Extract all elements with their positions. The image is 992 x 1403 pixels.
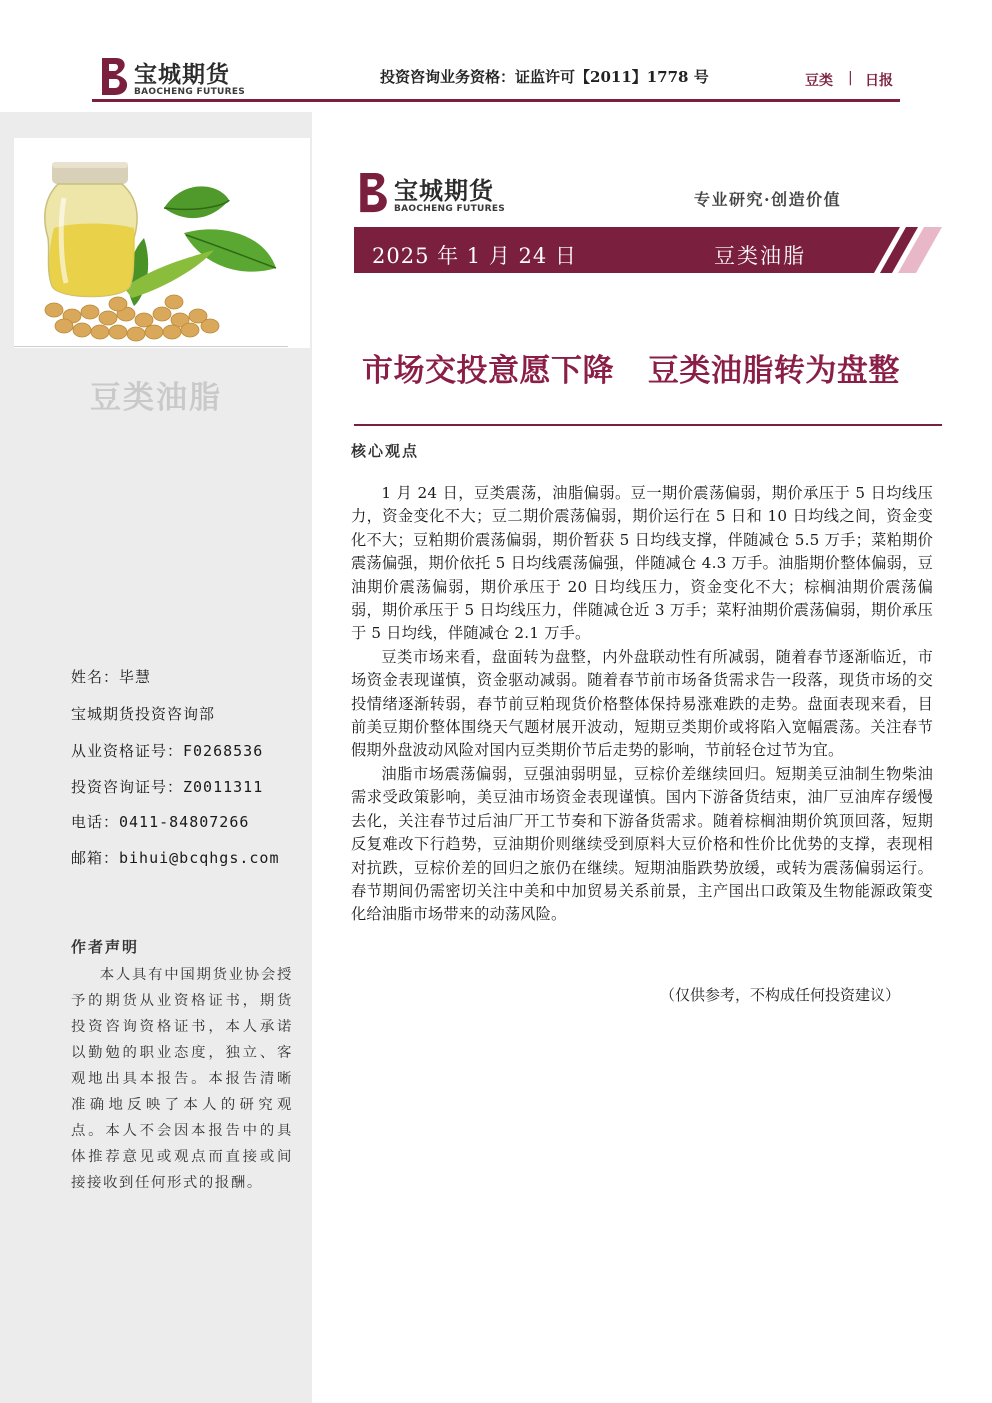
header-category: 豆类 [805,73,833,89]
logo-chinese-name: 宝城期货 [134,61,230,88]
header-report-type: 日报 [865,73,893,89]
product-image [14,138,310,348]
paragraph-soybean: 豆类市场来看，盘面转为盘整，内外盘联动性有所减弱，随着春节逐渐临近，市场资金表现谨慎，资金驱动减弱。随着春节前市场备货需求告一段落，现货市场的交投情绪逐渐转弱，春节前豆粕现货价格整体保持易涨难跌的走势。盘面表现来看，目前美豆期价整体围绕天气题材展开波动，短期豆类期价或将陷入宽幅震荡。关注春节假期外盘波动风险对国内豆类期价节后走势的影响，节前轻仓过节为宜。 [351,647,933,760]
image-divider [14,346,288,347]
declaration-title: 作者声明 [71,938,140,956]
banner-category: 豆类油脂 [714,244,806,268]
qualification-text: 投资咨询业务资格：证监许可【2011】1778 号 [380,68,709,86]
report-date: 2025 年 1 月 24 日 [372,244,577,268]
tagline: 专业研究·创造价值 [694,190,842,209]
header-divider [92,99,900,102]
analyst-department: 宝城期货投资咨询部 [71,705,216,723]
analyst-advisory-license: 投资咨询证号：Z0011311 [71,778,264,796]
core-view-title: 核心观点 [351,442,420,460]
analyst-license: 从业资格证号：F0268536 [71,742,264,760]
logo-english-name: BAOCHENG FUTURES [394,204,506,214]
declaration-text: 本人具有中国期货业协会授予的期货从业资格证书，期货投资咨询资格证书，本人承诺以勤勉的职业态度，独立、客观地出具本报告。本报告清晰准确地反映了本人的研究观点。本人不会因本报告中的具体推荐意见或观点而直接或间接接收到任何形式的报酬。 [71,967,293,1191]
disclaimer: （仅供参考，不构成任何投资建议） [660,986,901,1004]
logo-chinese-name: 宝城期货 [394,176,494,205]
analyst-email: 邮箱：bihui@bcqhgs.com [71,849,280,867]
header-logo [98,56,258,100]
paragraph-oils: 油脂市场震荡偏弱，豆强油弱明显，豆棕价差继续回归。短期美豆油制生物柴油需求受政策影响，美豆油市场资金表现谨慎。国内下游备货结束，油厂豆油库存缓慢去化，关注春节过后油厂开工节奏和下游备货需求。随着棕榈油期价筑顶回落，短期反复难改下行趋势，豆油期价则继续受到原料大豆价格和性价比优势的支撑，表现相对抗跌，豆棕价差的回归之旅仍在继续。短期油脂跌势放缓，或转为震荡偏弱运行。春节期间仍需密切关注中美和中加贸易关系前景，主产国出口政策及生物能源政策变化给油脂市场带来的动荡风险。 [351,764,933,924]
report-body [351,482,933,927]
analyst-phone: 电话：0411-84807266 [71,813,250,831]
logo-english-name: BAOCHENG FUTURES [134,87,246,97]
baocheng-logo-icon [356,170,392,214]
main-logo [356,170,536,218]
headline-divider [354,424,942,426]
header-separator: | [848,70,853,86]
analyst-name: 姓名：毕慧 [71,668,152,686]
headline: 市场交投意愿下降 豆类油脂转为盘整 [362,353,900,389]
paragraph-market-summary: 1 月 24 日，豆类震荡，油脂偏弱。豆一期价震荡偏弱，期价承压于 5 日均线压力，资金变化不大；豆二期价震荡偏弱，期价运行在 5 日和 10 日均线之间，资金变化不大；豆粕期价震荡偏弱，期价暂获 5 日均线支撑，伴随减仓 5.5 万手；菜粕期价震荡偏强，期价依托 5 日均线震荡偏强，伴随减仓 4.3 万手。油脂期价整体偏弱，豆油期价震荡偏弱，期价承压于 20 日均线压力，资金变化不大；棕榈油期价震荡偏弱，期价承压于 5 日均线压力，伴随减仓近 3 万手；菜籽油期价震荡偏弱，期价承压于 5 日均线，伴随减仓 2.1 万手。 [351,484,933,643]
sidebar-category-title: 豆类油脂 [90,380,222,416]
soybean-oil-illustration [14,138,310,348]
baocheng-logo-icon [98,56,132,96]
